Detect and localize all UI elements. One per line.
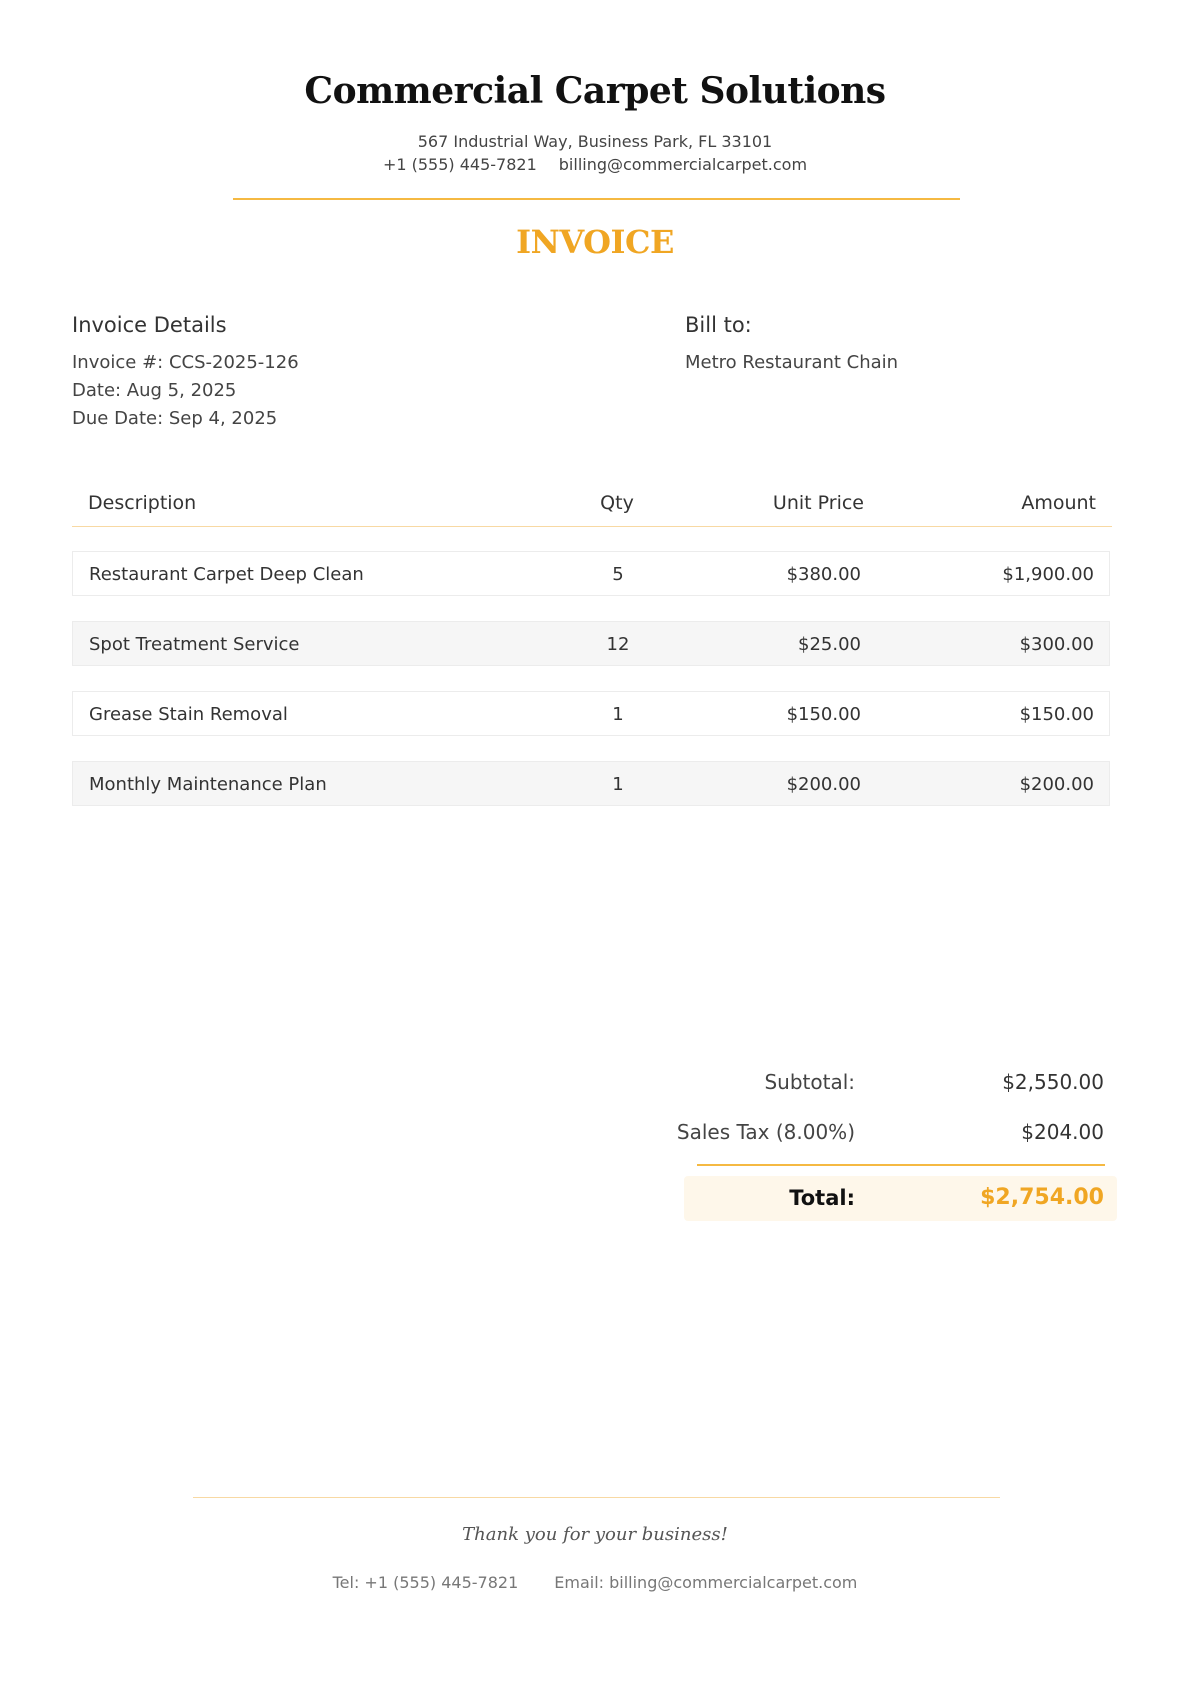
header-description: Description (88, 492, 197, 514)
company-contact (0, 155, 1190, 174)
row-amount: $200.00 (1019, 774, 1094, 795)
table-header (72, 484, 1112, 527)
row-qty: 1 (612, 774, 624, 795)
document-title: INVOICE (516, 223, 674, 261)
row-amount: $300.00 (1019, 634, 1094, 655)
row-description: Spot Treatment Service (89, 634, 300, 655)
total-value: $2,754.00 (980, 1185, 1104, 1210)
company-phone: +1 (555) 445-7821 (382, 155, 537, 174)
invoice-details-heading: Invoice Details (72, 313, 227, 337)
totals-divider (697, 1164, 1105, 1166)
tax-label: Sales Tax (8.00%) (676, 1120, 855, 1144)
footer-thanks: Thank you for your business! (462, 1524, 728, 1545)
row-unit-price: $25.00 (798, 634, 861, 655)
company-address: 567 Industrial Way, Business Park, FL 33101 (417, 132, 773, 151)
footer-tel: Tel: +1 (555) 445-7821 (332, 1573, 519, 1592)
footer-divider (193, 1497, 1000, 1498)
footer-contact (0, 1573, 1190, 1592)
row-qty: 12 (606, 634, 630, 655)
table-row (72, 761, 1110, 806)
total-label: Total: (789, 1186, 855, 1210)
row-description: Restaurant Carpet Deep Clean (89, 564, 364, 585)
company-name: Commercial Carpet Solutions (304, 70, 886, 112)
header-amount: Amount (1021, 492, 1096, 514)
row-unit-price: $150.00 (786, 704, 861, 725)
table-row (72, 691, 1110, 736)
subtotal-label: Subtotal: (764, 1070, 855, 1094)
invoice-due-date: Due Date: Sep 4, 2025 (72, 408, 278, 429)
row-unit-price: $200.00 (786, 774, 861, 795)
bill-to-heading: Bill to: (685, 313, 752, 337)
tax-value: $204.00 (1021, 1120, 1104, 1144)
table-row (72, 551, 1110, 596)
subtotal-value: $2,550.00 (1002, 1070, 1104, 1094)
header-unit-price: Unit Price (772, 492, 864, 514)
invoice-date: Date: Aug 5, 2025 (72, 380, 237, 401)
bill-to-name: Metro Restaurant Chain (685, 352, 899, 373)
company-email: billing@commercialcarpet.com (558, 155, 808, 174)
header-divider (233, 198, 960, 200)
table-row (72, 621, 1110, 666)
row-qty: 5 (612, 564, 624, 585)
row-description: Monthly Maintenance Plan (89, 774, 327, 795)
row-unit-price: $380.00 (786, 564, 861, 585)
row-amount: $1,900.00 (1002, 564, 1094, 585)
row-amount: $150.00 (1019, 704, 1094, 725)
invoice-number: Invoice #: CCS-2025-126 (72, 352, 299, 373)
row-description: Grease Stain Removal (89, 704, 288, 725)
footer-email: Email: billing@commercialcarpet.com (554, 1573, 858, 1592)
row-qty: 1 (612, 704, 624, 725)
header-qty: Qty (600, 492, 634, 514)
